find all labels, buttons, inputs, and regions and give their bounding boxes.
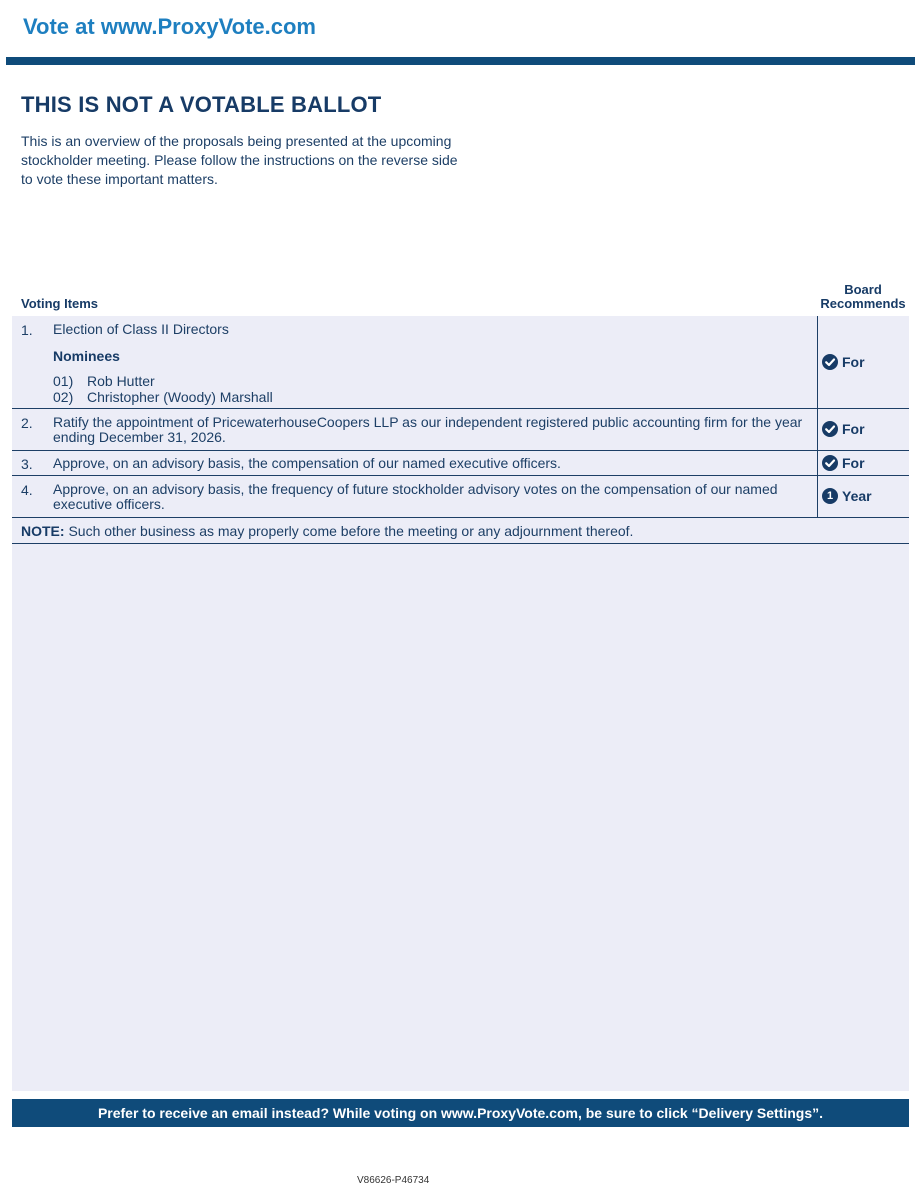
column-divider xyxy=(817,451,818,475)
proposal-text: Election of Class II Directors xyxy=(53,321,229,337)
board-recommendation xyxy=(822,488,872,504)
proposal-number: 3. xyxy=(21,456,33,472)
proposal-number: 1. xyxy=(21,322,33,338)
column-divider xyxy=(817,476,818,517)
proposal-row-4 xyxy=(12,476,909,518)
board-header-line1: Board xyxy=(844,282,882,297)
proxyvote-header: Vote at www.ProxyVote.com xyxy=(23,14,316,39)
delivery-settings-banner: Prefer to receive an email instead? While voting on www.ProxyVote.com, be sure to click “Delivery Settings”. xyxy=(12,1099,909,1127)
proposal-row-3 xyxy=(12,451,909,476)
nominee-number: 01) xyxy=(53,373,74,389)
check-circle-icon xyxy=(822,421,838,437)
recommendation-text: For xyxy=(842,354,865,370)
note-text: Such other business as may properly come before the meeting or any adjournment thereof. xyxy=(64,523,634,539)
board-recommendation xyxy=(822,455,865,471)
note xyxy=(21,523,633,539)
proposal-number: 2. xyxy=(21,415,33,431)
board-header-line2: Recommends xyxy=(820,296,906,311)
recommendation-text: For xyxy=(842,421,865,437)
check-circle-icon xyxy=(822,354,838,370)
page-title: THIS IS NOT A VOTABLE BALLOT xyxy=(21,92,382,117)
document-code: V86626-P46734 xyxy=(357,1175,430,1186)
header-rule xyxy=(6,57,915,65)
nominee-item xyxy=(53,373,155,389)
proposal-row-2 xyxy=(12,409,909,451)
check-circle-icon xyxy=(822,455,838,471)
nominee-name: Rob Hutter xyxy=(87,373,155,389)
proposal-text: Approve, on an advisory basis, the compensation of our named executive officers. xyxy=(53,455,561,471)
column-divider xyxy=(817,409,818,450)
proposal-text: Approve, on an advisory basis, the frequency of future stockholder advisory votes on the compensation of our named executive officers. xyxy=(53,481,778,512)
nominee-name: Christopher (Woody) Marshall xyxy=(87,389,273,405)
note-label: NOTE: xyxy=(21,523,65,539)
nominee-item xyxy=(53,389,273,405)
proposal-number: 4. xyxy=(21,482,33,498)
number-one-circle-icon xyxy=(822,488,838,504)
proposal-row-1 xyxy=(12,316,909,409)
nominee-number: 02) xyxy=(53,389,74,405)
icon-number: 1 xyxy=(826,490,834,502)
column-divider xyxy=(817,316,818,408)
note-divider xyxy=(12,543,909,544)
recommendation-text: Year xyxy=(842,488,872,504)
intro-text: This is an overview of the proposals being presented at the upcoming stockholder meeting. Please follow the instructions on the reverse side to vote these important matters. xyxy=(21,133,458,187)
recommendation-text: For xyxy=(842,455,865,471)
board-recommends-header xyxy=(816,283,910,311)
nominees-label: Nominees xyxy=(53,348,120,364)
voting-items-header: Voting Items xyxy=(21,296,99,311)
board-recommendation xyxy=(822,421,865,437)
proposal-text: Ratify the appointment of PricewaterhouseCoopers LLP as our independent registered public accounting firm for the year ending December 31, 2026. xyxy=(53,414,803,445)
board-recommendation xyxy=(822,354,865,370)
